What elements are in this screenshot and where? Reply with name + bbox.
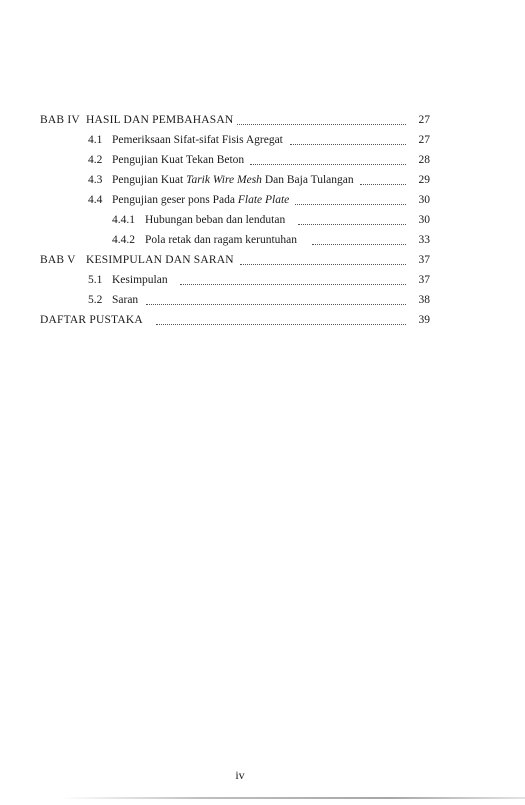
toc-entry-daftar-pustaka — [40, 310, 430, 330]
subsection-number: 4.4.2 — [112, 234, 135, 246]
dot-leader — [360, 184, 406, 185]
page-ref: 38 — [418, 294, 430, 306]
page-number: iv — [235, 768, 245, 782]
page-ref: 30 — [418, 194, 430, 206]
toc-entry-5-1 — [40, 270, 430, 290]
subsection-title: Pola retak dan ragam keruntuhan — [145, 230, 301, 250]
dot-leader — [250, 164, 406, 165]
toc-entry-4-3 — [40, 170, 430, 190]
title-part: Dan Baja Tulangan — [261, 174, 354, 186]
dot-leader — [312, 244, 406, 245]
chapter-title: KESIMPULAN DAN SARAN — [86, 250, 238, 270]
section-title: Kesimpulan — [112, 270, 172, 290]
page-ref: 39 — [418, 314, 430, 326]
dot-leader — [230, 124, 406, 125]
toc-entry-bab-iv — [40, 110, 430, 130]
section-number: 5.1 — [88, 274, 103, 286]
section-title: Saran — [112, 290, 142, 310]
section-number: 4.2 — [88, 154, 103, 166]
toc-entry-4-4-2 — [40, 230, 430, 250]
dot-leader — [146, 304, 406, 305]
page-ref: 27 — [418, 114, 430, 126]
section-title — [112, 170, 358, 190]
chapter-label: BAB V — [40, 254, 76, 266]
subsection-number: 4.4.1 — [112, 214, 135, 226]
page-ref: 33 — [418, 234, 430, 246]
dot-leader — [156, 324, 406, 325]
subsection-title: Hubungan beban dan lendutan — [145, 210, 289, 230]
dot-leader — [240, 264, 406, 265]
scan-edge-shadow — [60, 797, 525, 799]
title-italic-part: Flate Plate — [237, 194, 290, 206]
toc-entry-5-2 — [40, 290, 430, 310]
page-ref: 37 — [418, 274, 430, 286]
toc-entry-4-4-1 — [40, 210, 430, 230]
section-number: 5.2 — [88, 294, 103, 306]
chapter-title: DAFTAR PUSTAKA — [40, 310, 147, 330]
section-number: 4.3 — [88, 174, 103, 186]
page-ref: 27 — [418, 134, 430, 146]
chapter-title: HASIL DAN PEMBAHASAN — [86, 110, 237, 130]
toc-entry-bab-v — [40, 250, 430, 270]
page-ref: 28 — [418, 154, 430, 166]
dot-leader — [180, 284, 406, 285]
page-ref: 30 — [418, 214, 430, 226]
section-title — [112, 190, 293, 210]
title-italic-part: Tarik Wire Mesh — [186, 174, 262, 186]
page-ref: 29 — [418, 174, 430, 186]
title-part: Pengujian geser pons Pada — [112, 194, 238, 206]
table-of-contents — [40, 110, 430, 330]
toc-entry-4-4 — [40, 190, 430, 210]
title-part: Pengujian Kuat — [112, 174, 187, 186]
page-ref: 37 — [418, 254, 430, 266]
toc-entry-4-2 — [40, 150, 430, 170]
dot-leader — [298, 224, 406, 225]
dot-leader — [290, 144, 406, 145]
section-number: 4.4 — [88, 194, 103, 206]
section-title: Pengujian Kuat Tekan Beton — [112, 150, 248, 170]
toc-entry-4-1 — [40, 130, 430, 150]
section-number: 4.1 — [88, 134, 103, 146]
section-title: Pemeriksaan Sifat-sifat Fisis Agregat — [112, 130, 287, 150]
dot-leader — [295, 204, 406, 205]
chapter-label: BAB IV — [40, 114, 80, 126]
